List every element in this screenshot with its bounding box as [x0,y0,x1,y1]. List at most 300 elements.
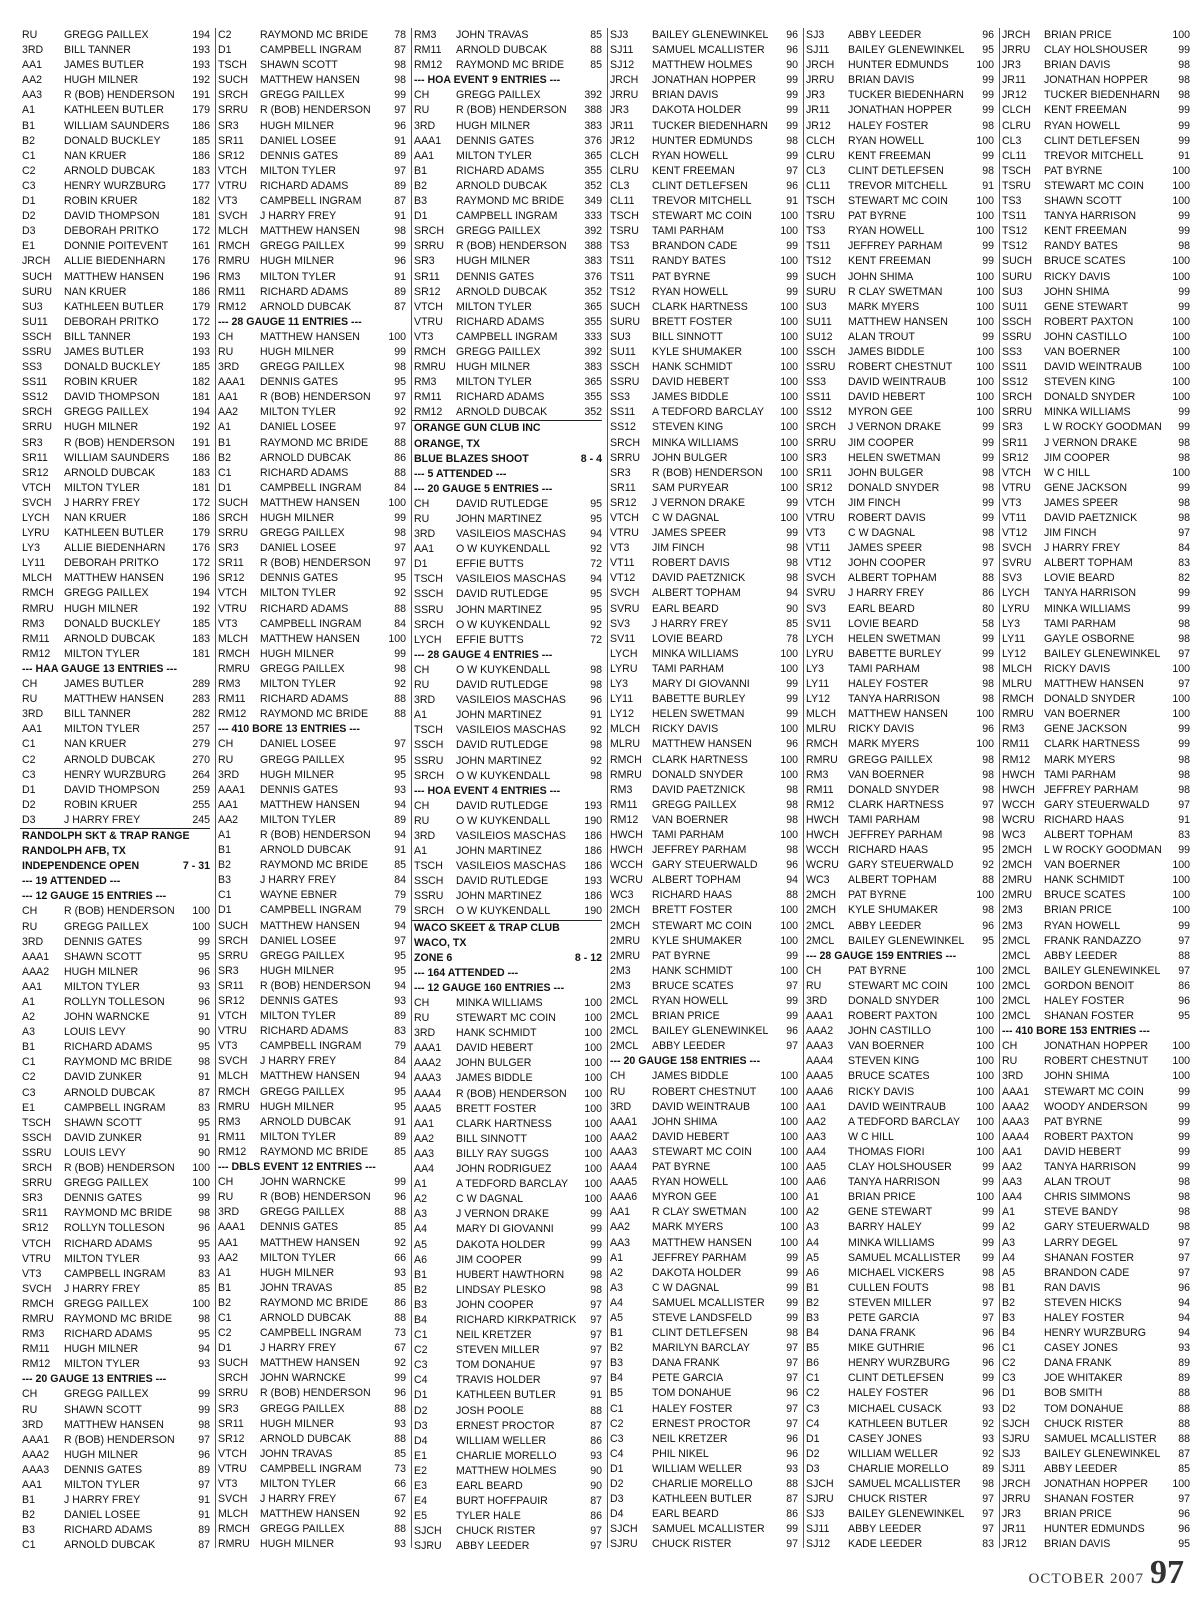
shooter-name: TANYA HARRISON [848,1176,941,1189]
class-code: RM3 [806,768,829,781]
score: 98 [394,74,406,87]
score: 98 [198,1418,210,1431]
class-code: JR11 [1002,1523,1026,1536]
score: 99 [982,647,994,660]
class-code: D3 [22,813,36,826]
class-code: A4 [610,1296,623,1309]
shooter-name: J HARRY FREY [260,1493,337,1506]
score: 97 [198,1433,210,1446]
score: 100 [780,1221,798,1234]
shooter-name: A TEDFORD BARCLAY [848,1115,961,1128]
class-code: SVCH [610,587,640,600]
shooter-name: DENNIS GATES [456,270,535,283]
result-row [608,1402,798,1417]
shooter-name: MATTHEW HANSEN [260,798,360,811]
class-code: SRCH [414,769,445,782]
class-code: SUCH [218,1357,249,1370]
class-code: RM12 [414,59,443,72]
shooter-name: MATTHEW HANSEN [64,572,164,585]
class-code: D1 [610,1462,624,1475]
shooter-name: KATHLEEN BUTLER [64,300,164,313]
score: 91 [394,270,406,283]
class-code: RM11 [218,1130,246,1143]
shooter-name: TOM DONAHUE [456,1359,536,1372]
score: 99 [786,285,798,298]
class-code: B3 [22,1524,35,1537]
class-code: RM11 [22,632,50,645]
class-code: E5 [414,1510,427,1523]
shooter-name: HUGH MILNER [260,512,335,524]
result-row [608,1130,798,1145]
score: 196 [192,270,210,283]
result-row [412,1434,602,1449]
result-row [216,949,406,964]
shooter-name: RAYMOND MC BRIDE [260,436,369,449]
score: 99 [1178,1130,1190,1143]
shooter-name: TANYA HARRISON [848,693,941,706]
class-code: SR3 [218,542,239,555]
class-code: A3 [806,1221,819,1234]
shooter-name: RICHARD HAAS [848,844,929,857]
score: 88 [394,1523,406,1536]
result-row [216,511,406,526]
score: 84 [1178,542,1190,555]
result-row [608,134,798,149]
shooter-name: CAMPBELL INGRAM [64,1101,166,1114]
score: 100 [976,285,994,298]
result-row [216,345,406,360]
class-code: MLCH [218,225,249,238]
result-row [608,1432,798,1447]
class-code: VTCH [1002,466,1031,479]
class-code: 2MCH [806,889,837,902]
shooter-name: SAM PURYEAR [652,481,729,494]
result-row [216,1251,406,1266]
shooter-name: STEVEN MILLER [456,1344,540,1357]
class-code: 2MCL [1002,964,1031,977]
score: 376 [584,270,602,283]
score: 95 [198,1237,210,1250]
score: 96 [786,1387,798,1400]
result-row [20,707,210,722]
shooter-name: DONALD BUCKLEY [64,134,161,147]
class-code: 2MCH [1002,844,1033,857]
result-row [216,1296,406,1311]
score: 99 [394,1176,406,1189]
shooter-name: ALLIE BIEDENHARN [64,255,166,268]
shooter-name: JOHN CASTILLO [848,1025,932,1038]
score: 100 [584,1057,602,1070]
shooter-name: TUCKER BIEDENHARN [848,89,964,102]
class-code: AA3 [22,89,43,102]
shooter-name: GREGG PAILLEX [260,240,345,253]
class-code: SUCH [218,496,249,509]
score: 89 [394,813,406,826]
class-code: AAA1 [806,1010,834,1023]
class-code: RM3 [218,678,241,691]
class-code: C4 [414,1374,428,1387]
result-row [804,1251,994,1266]
shooter-name: R (BOB) HENDERSON [260,979,371,992]
class-code: AAA3 [806,1040,834,1053]
shooter-name: ARNOLD DUBCAK [260,844,352,857]
shooter-name: DAVID THOMPSON [64,391,160,404]
result-row [608,586,798,601]
shooter-name: LINDSAY PLESKO [456,1283,546,1296]
class-code: RM11 [1002,738,1030,751]
score: 99 [786,74,798,87]
class-code: SSRU [414,890,444,903]
class-code: VT11 [806,542,831,555]
class-code: CH [1002,1040,1018,1053]
result-row [1000,1009,1190,1024]
shooter-name: DEBORAH PRITKO [64,315,159,328]
class-code: RM11 [22,1343,50,1356]
shooter-name: HUGH MILNER [64,421,139,434]
shooter-name: RANDY BATES [652,255,726,268]
result-row [804,1356,994,1371]
shooter-name: DAVID HEBERT [456,1042,534,1055]
score: 100 [780,1161,798,1174]
result-row [804,405,994,420]
shooter-name: MYRON GEE [848,406,913,419]
score: 66 [394,1478,406,1490]
shooter-name: HENRY WURZBURG [64,768,167,781]
score: 87 [394,44,406,57]
result-row [216,1085,406,1100]
score: 92 [394,678,406,691]
class-code: B2 [218,859,231,872]
class-code: SR12 [806,481,833,494]
score: 98 [1178,783,1190,796]
score: 93 [394,783,406,796]
result-row [804,73,994,88]
class-code: A6 [806,1266,819,1279]
score: 383 [584,255,602,268]
score: 86 [1178,979,1190,992]
class-code: A1 [610,1251,623,1264]
shooter-name: JONATHAN HOPPER [848,104,952,117]
score: 100 [976,964,994,977]
shooter-name: J HARRY FREY [260,1055,337,1068]
class-code: D1 [1002,1387,1016,1400]
class-code: SS11 [610,406,636,419]
result-row [804,1024,994,1039]
shooter-name: SHAWN SCOTT [64,1403,142,1416]
result-row [412,1147,602,1162]
result-row [216,149,406,164]
score: 99 [982,1176,994,1189]
shooter-name: JEFFREY PARHAM [848,240,943,253]
score: 193 [584,875,602,888]
result-row [804,1085,994,1100]
shooter-name: PAT BYRNE [652,949,711,962]
score: 73 [394,1327,406,1340]
score: 172 [192,496,210,509]
shooter-name: W C HILL [1044,466,1090,479]
class-code: SSCH [414,739,444,752]
result-row [804,315,994,330]
result-row [1000,1462,1190,1477]
shooter-name: WILLIAM SAUNDERS [64,451,170,464]
score: 96 [590,694,602,707]
class-code: 2MCL [806,919,835,932]
class-code: SJ12 [806,1538,831,1551]
score: 97 [590,1344,602,1357]
score: 87 [198,1086,210,1099]
score: 85 [1178,1462,1190,1475]
score: 100 [584,997,602,1009]
score: 183 [192,466,210,479]
result-row [216,375,406,390]
shooter-name: DAVID ZUNKER [64,1071,143,1084]
class-code: HWCH [806,813,839,826]
shooter-name: RYAN HOWELL [1044,119,1121,132]
class-code: 2MCH [806,904,837,917]
class-code: SSRU [806,361,836,374]
result-row [216,436,406,451]
score: 91 [590,709,602,722]
class-code: TS11 [610,270,635,283]
section-heading-text: --- 20 GAUGE 158 ENTRIES --- [610,1055,761,1068]
score: 99 [786,104,798,117]
result-row [804,1009,994,1024]
class-code: AA1 [1002,1145,1023,1158]
score: 67 [394,1342,406,1355]
shooter-name: RAYMOND MC BRIDE [64,1207,173,1220]
shooter-name: DENNIS GATES [260,1221,339,1234]
class-code: SURU [610,315,641,328]
score: 91 [198,1509,210,1522]
score: 98 [982,753,994,766]
score: 383 [584,119,602,132]
score: 100 [780,1070,798,1083]
shooter-name: HUGH MILNER [64,965,139,978]
shooter-name: GREGG PAILLEX [260,949,345,962]
result-row [1000,541,1190,556]
shooter-name: A TEDFORD BARCLAY [652,406,765,419]
shooter-name: HUGH MILNER [260,1417,335,1430]
score: 95 [394,753,406,766]
shooter-name: MINKA WILLIAMS [456,997,543,1009]
score: 95 [198,1328,210,1341]
result-row [20,1403,210,1418]
shooter-name: HUGH MILNER [260,1538,335,1551]
class-code: C1 [1002,1342,1016,1355]
score: 388 [584,104,602,117]
section-heading-text: --- 28 GAUGE 11 ENTRIES --- [218,315,362,328]
class-code: TSRU [806,210,835,223]
shooter-name: JEFFREY PARHAM [652,1251,747,1264]
shooter-name: LOUIS LEVY [64,1146,126,1159]
section-heading [412,73,602,88]
result-row [216,1386,406,1401]
score: 91 [1178,813,1190,826]
score: 98 [1178,1176,1190,1189]
class-code: RM12 [610,813,639,826]
shooter-name: ARNOLD DUBCAK [64,632,156,645]
result-row [412,224,602,239]
result-row [804,119,994,134]
score: 99 [1178,1085,1190,1098]
class-code: RMCH [218,1085,250,1098]
class-code: VT3 [806,527,826,540]
class-code: AAA3 [22,1463,50,1476]
result-row [20,920,210,935]
shooter-name: ARNOLD DUBCAK [260,300,352,313]
score: 88 [786,1478,798,1490]
shooter-name: BRIAN DAVIS [1044,1538,1111,1551]
class-code: 3RD [414,829,436,842]
shooter-name: JIM FINCH [1044,527,1097,540]
result-row [20,194,210,209]
score: 186 [192,149,210,162]
shooter-name: JOHN WARNCKE [260,1372,346,1385]
class-code: LYCH [414,633,442,646]
score: 96 [786,1447,798,1460]
result-row [412,1479,602,1494]
result-row [1000,285,1190,300]
score: 98 [394,361,406,374]
results-column [216,28,406,1551]
score: 97 [590,1525,602,1538]
result-row [804,436,994,451]
class-code: C4 [610,1447,624,1460]
result-row [608,1477,798,1492]
result-row [20,737,210,752]
shooter-name: DEBORAH PRITKO [64,557,159,570]
score: 99 [786,1311,798,1324]
score: 96 [982,1387,994,1400]
shooter-name: MINKA WILLIAMS [1044,406,1131,419]
section-heading-text: WACO, TX [414,936,467,949]
class-code: SR3 [218,964,239,977]
shooter-name: VASILEIOS MASCHAS [456,528,566,541]
class-code: E3 [414,1480,427,1492]
class-code: AA1 [22,1479,43,1491]
score: 97 [1178,934,1190,947]
class-code: AA1 [218,798,239,811]
result-row [608,451,798,466]
shooter-name: MILTON TYLER [260,164,336,177]
result-row [412,360,602,375]
result-row [216,858,406,873]
class-code: WC3 [1002,828,1026,841]
score: 88 [1178,949,1190,962]
shooter-name: RICHARD ADAMS [260,466,349,479]
score: 98 [1178,768,1190,781]
score: 86 [394,1296,406,1309]
score: 96 [786,29,798,41]
class-code: SSRU [414,754,444,767]
result-row [216,1190,406,1205]
shooter-name: JOHN MARTINEZ [456,845,542,858]
class-code: JR3 [1002,1508,1021,1521]
score: 100 [976,738,994,751]
score: 85 [590,29,602,41]
score: 365 [584,300,602,313]
result-row [412,1343,602,1358]
result-row [216,179,406,194]
result-row [608,1069,798,1084]
score: 97 [1178,647,1190,660]
class-code: RU [610,1085,626,1098]
shooter-name: JOHN CASTILLO [1044,330,1128,343]
result-row [412,1071,602,1086]
score: 98 [394,59,406,72]
shooter-name: CLARK HARTNESS [1044,738,1140,751]
shooter-name: HALEY FOSTER [848,678,929,691]
shooter-name: WOODY ANDERSON [1044,1100,1148,1113]
result-row [412,345,602,360]
result-row [216,1537,406,1552]
result-row [608,768,798,783]
class-code: VTCH [806,496,835,509]
shooter-name: JOHN BULGER [456,1057,532,1070]
score: 88 [1178,1432,1190,1445]
shooter-name: RICKY DAVIS [1044,662,1111,675]
result-row [1000,1522,1190,1537]
class-code: RU [218,345,234,358]
shooter-name: RYAN HOWELL [848,134,925,147]
class-code: AAA1 [22,950,50,963]
result-row [804,979,994,994]
score: 100 [976,1055,994,1068]
result-row [804,420,994,435]
result-row [1000,828,1190,843]
shooter-name: TANYA HARRISON [1044,210,1137,223]
class-code: SV3 [806,602,827,615]
result-row [804,511,994,526]
shooter-name: CLARK HARTNESS [652,753,748,766]
class-code: C3 [22,179,36,192]
score: 95 [394,572,406,585]
result-row [804,994,994,1009]
result-row [608,934,798,949]
score: 97 [1178,1493,1190,1506]
class-code: SS3 [610,391,631,404]
score: 95 [394,964,406,977]
score: 99 [982,421,994,434]
score: 100 [1172,255,1190,268]
shooter-name: JOHN SHIMA [848,270,914,283]
shooter-name: MATTHEW HOLMES [652,59,753,72]
class-code: RU [218,1191,234,1204]
result-row [20,28,210,43]
class-code: B2 [218,451,231,464]
result-row [412,1494,602,1509]
class-code: B1 [22,1494,35,1507]
class-code: A6 [414,1253,427,1266]
result-row [216,405,406,420]
score: 99 [198,1388,210,1401]
score: 100 [1172,315,1190,328]
result-row [412,1011,602,1026]
score: 97 [394,934,406,947]
shooter-name: DENNIS GATES [260,376,339,389]
result-row [412,1283,602,1298]
class-code: CH [806,964,822,977]
shooter-name: MILTON TYLER [260,270,336,283]
score: 93 [198,980,210,993]
class-code: B2 [218,1296,231,1309]
class-code: WC3 [610,889,634,902]
class-code: AA1 [414,1117,435,1130]
result-row [608,1251,798,1266]
class-code: AA1 [22,723,43,736]
shooter-name: DAVID THOMPSON [64,210,160,223]
result-row [412,315,602,330]
